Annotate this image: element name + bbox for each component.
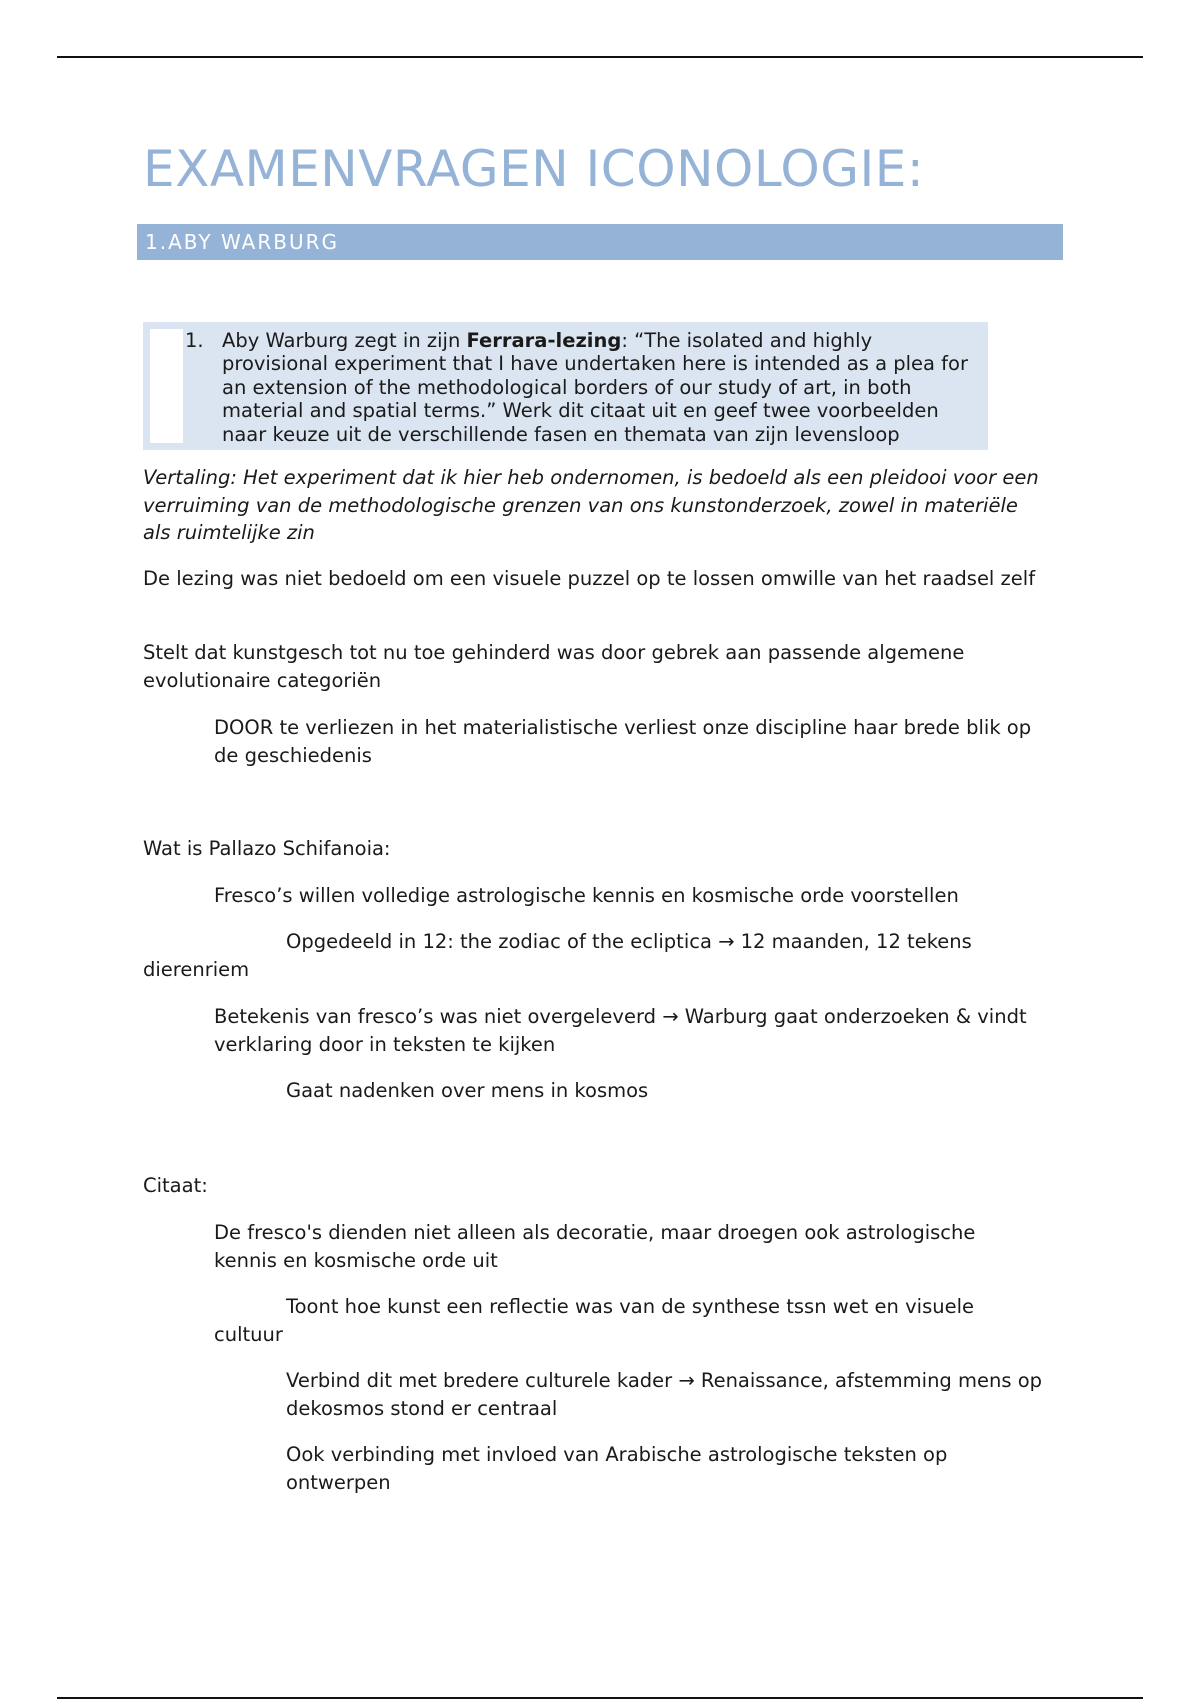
paragraph-betekenis: Betekenis van fresco’s was niet overgeleverd → Warburg gaat onderzoeken & vindt verklaring door in teksten te kijken [214,1005,1027,1056]
question-bold-term: Ferrara-lezing [466,329,622,352]
paragraph-kosmos: Gaat nadenken over mens in kosmos [286,1079,649,1102]
question-number: 1. [185,329,204,352]
paragraph-materialisme: DOOR te verliezen in het materialistische verliest onze discipline haar brede blik op de geschiedenis [214,716,1032,767]
question-prefix: Aby Warburg zegt in zijn [222,329,467,352]
paragraph-synthese-continued: cultuur [214,1323,283,1346]
heading-citaat: Citaat: [143,1174,208,1197]
question-box [143,322,988,450]
bottom-rule [57,1697,1143,1699]
top-rule [57,56,1143,58]
paragraph-frescos: Fresco’s willen volledige astrologische kennis en kosmische orde voorstellen [214,884,959,907]
question-suffix: : “The isolated and highly provisional experiment that I have undertaken here is intended as a plea for an extension of the methodological borders of our study of art, in both material and spatial terms.” Werk dit citaat uit en geef twee voorbeelden naar keuze uit de verschillende fasen en themata van zijn levensloop [222,329,968,446]
paragraph-zodiac-continued: dierenriem [143,958,250,981]
paragraph-zodiac: Opgedeeld in 12: the zodiac of the ecliptica → 12 maanden, 12 tekens [286,930,972,953]
paragraph-synthese: Toont hoe kunst een reflectie was van de synthese tssn wet en visuele [286,1295,975,1318]
page-title: EXAMENVRAGEN ICONOLOGIE: [143,140,925,198]
paragraph-renaissance: Verbind dit met bredere culturele kader → Renaissance, afstemming mens op dekosmos stond er centraal [286,1369,1043,1420]
section-heading-bar [137,224,1063,260]
paragraph-arabische-teksten: Ook verbinding met invloed van Arabische astrologische teksten op ontwerpen [286,1443,948,1494]
paragraph-lezing: De lezing was niet bedoeld om een visuele puzzel op te lossen omwille van het raadsel zelf [143,567,1036,590]
question-box-inset [150,329,183,443]
section-heading: 1.ABY WARBURG [145,230,339,254]
heading-schifanoia: Wat is Pallazo Schifanoia: [143,837,391,860]
question-text [222,329,982,446]
translation-paragraph: Vertaling: Het experiment dat ik hier heb ondernomen, is bedoeld als een pleidooi voor een verruiming van de methodologische grenzen van ons kunstonderzoek, zowel in materiële als ruimtelijke zin [143,466,1039,544]
paragraph-kunstgeschiedenis: Stelt dat kunstgesch tot nu toe gehinderd was door gebrek aan passende algemene evolutionaire categoriën [143,641,965,692]
paragraph-decoratie: De fresco's dienden niet alleen als decoratie, maar droegen ook astrologische kennis en kosmische orde uit [214,1221,976,1272]
